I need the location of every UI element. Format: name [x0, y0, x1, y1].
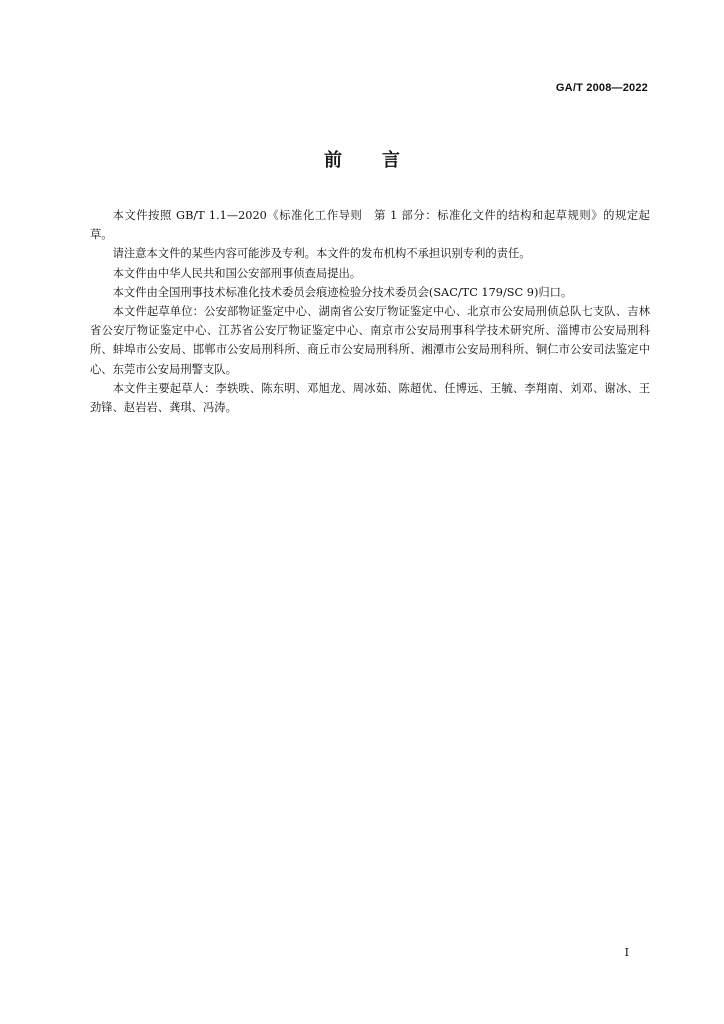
paragraph-proposer: 本文件由中华人民共和国公安部刑事侦查局提出。: [112, 266, 362, 280]
foreword-body: [90, 206, 650, 417]
paragraph-drafting-rules: 本文件按照 GB/T 1.1—2020《标准化工作导则 第 1 部分：标准化文件的结构和起草规则》的规定起草。: [90, 209, 650, 242]
page-title: [0, 146, 724, 172]
paragraph-committee: 本文件由全国刑事技术标准化技术委员会痕迹检验分技术委员会(SAC/TC 179/SC 9)归口。: [112, 285, 573, 299]
page-number: I: [624, 946, 629, 959]
title-char-2: 言: [382, 150, 400, 171]
paragraph-drafters: 本文件主要起草人：李轶昳、陈东明、邓旭龙、周冰茹、陈超优、任博远、王毓、李翔南、刘邓、谢冰、王劲锋、赵岩岩、龚琪、冯涛。: [90, 381, 650, 415]
title-char-1: 前: [324, 150, 342, 171]
standard-code: GA/T 2008—2022: [555, 82, 648, 94]
paragraph-patent-notice: 请注意本文件的某些内容可能涉及专利。本文件的发布机构不承担识别专利的责任。: [112, 247, 531, 261]
paragraph-drafting-units: 本文件起草单位：公安部物证鉴定中心、湖南省公安厅物证鉴定中心、北京市公安局刑侦总队七支队、吉林省公安厅物证鉴定中心、江苏省公安厅物证鉴定中心、南京市公安局刑事科学技术研究所、淄博市公安局刑科所、蚌埠市公安局、邯郸市公安局刑科所、商丘市公安局刑科所、湘潭市公安局刑科所、铜仁市公安司法鉴定中心、东莞市公安局刑警支队。: [90, 305, 650, 376]
